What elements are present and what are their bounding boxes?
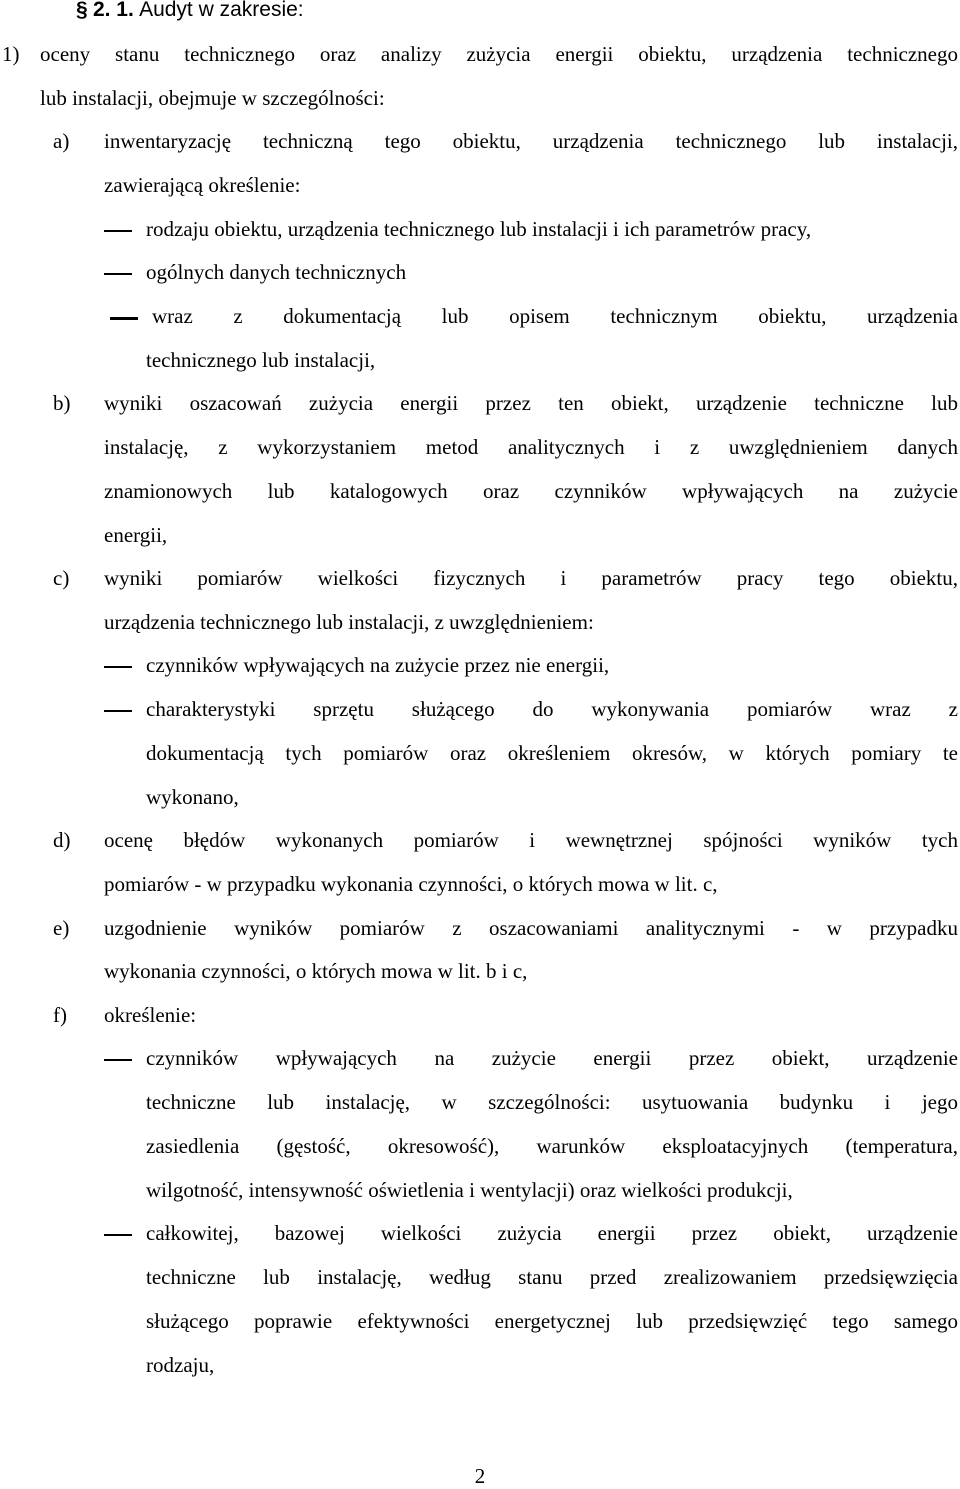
page-number: 2 — [474, 1464, 486, 1488]
bullet-text-line: rodzaju, — [146, 1353, 215, 1377]
dash-bullet — [104, 273, 132, 275]
bullet-text-line: zasiedlenia (gęstość, okresowość), warunków eksploatacyjnych (temperatura, — [146, 1134, 958, 1158]
bullet-text-line: służącego poprawie efektywności energetycznej lub przedsięwzięć tego samego — [146, 1309, 958, 1333]
bullet-text-line: czynników wpływających na zużycie przez nie energii, — [146, 653, 610, 677]
item-label-e: e) — [53, 916, 70, 940]
item-text-line: energii, — [104, 523, 168, 547]
bullet-text-line: wykonano, — [146, 785, 239, 809]
dash-bullet — [104, 666, 132, 668]
bullet-text-line: wilgotność, intensywność oświetlenia i wentylacji) oraz wielkości produkcji, — [146, 1178, 793, 1202]
item-text-line: wyniki pomiarów wielkości fizycznych i parametrów pracy tego obiektu, — [104, 566, 958, 590]
bullet-text-line: czynników wpływających na zużycie energii przez obiekt, urządzenie — [146, 1046, 958, 1070]
item-label-b: b) — [53, 391, 71, 415]
dash-bullet — [104, 710, 132, 712]
item-text-line: określenie: — [104, 1003, 197, 1027]
bullet-text-line: techniczne lub instalację, według stanu przed zrealizowaniem przedsięwzięcia — [146, 1265, 958, 1289]
section-number: 2. 1. — [92, 0, 134, 21]
item-text-line: oceny stanu technicznego oraz analizy zużycia energii obiektu, urządzenia technicznego — [40, 42, 958, 66]
item-label-d: d) — [53, 828, 71, 852]
item-text-line: ocenę błędów wykonanych pomiarów i wewnętrznej spójności wyników tych — [104, 828, 958, 852]
dash-bullet — [104, 230, 132, 232]
item-text-line: urządzenia technicznego lub instalacji, z uwzględnieniem: — [104, 610, 594, 634]
bullet-text-line: dokumentacją tych pomiarów oraz określeniem okresów, w których pomiary te — [146, 741, 958, 765]
bullet-text-line: charakterystyki sprzętu służącego do wykonywania pomiarów wraz z — [146, 697, 958, 721]
item-text-line: lub instalacji, obejmuje w szczególności: — [40, 86, 385, 110]
item-text-line: wyniki oszacowań zużycia energii przez ten obiekt, urządzenie techniczne lub — [104, 391, 958, 415]
item-label-c: c) — [53, 566, 70, 590]
dash-bullet — [110, 317, 138, 320]
item-text-line: inwentaryzację techniczną tego obiektu, urządzenia technicznego lub instalacji, — [104, 129, 958, 153]
section-sign: § — [76, 0, 88, 21]
item-text-line: zawierającą określenie: — [104, 173, 301, 197]
bullet-text-line: techniczne lub instalację, w szczególności: usytuowania budynku i jego — [146, 1090, 958, 1114]
item-text-line: instalację, z wykorzystaniem metod analitycznych i z uwzględnieniem danych — [104, 435, 958, 459]
bullet-text-line: wraz z dokumentacją lub opisem technicznym obiektu, urządzenia — [152, 304, 958, 328]
dash-bullet — [104, 1234, 132, 1236]
bullet-text-line: całkowitej, bazowej wielkości zużycia energii przez obiekt, urządzenie — [146, 1221, 958, 1245]
item-label-a: a) — [53, 129, 70, 153]
item-text-line: pomiarów - w przypadku wykonania czynności, o których mowa w lit. c, — [104, 872, 718, 896]
dash-bullet — [104, 1059, 132, 1061]
bullet-text-line: technicznego lub instalacji, — [146, 348, 376, 372]
item-label-1: 1) — [2, 42, 20, 66]
bullet-text-line: ogólnych danych technicznych — [146, 260, 407, 284]
item-text-line: uzgodnienie wyników pomiarów z oszacowaniami analitycznymi - w przypadku — [104, 916, 958, 940]
item-label-f: f) — [53, 1003, 67, 1027]
item-text-line: znamionowych lub katalogowych oraz czynników wpływających na zużycie — [104, 479, 958, 503]
item-text-line: wykonania czynności, o których mowa w lit. b i c, — [104, 959, 528, 983]
section-title: Audyt w zakresie: — [139, 0, 304, 21]
section-heading — [76, 0, 304, 23]
bullet-text-line: rodzaju obiektu, urządzenia technicznego lub instalacji i ich parametrów pracy, — [146, 217, 812, 241]
